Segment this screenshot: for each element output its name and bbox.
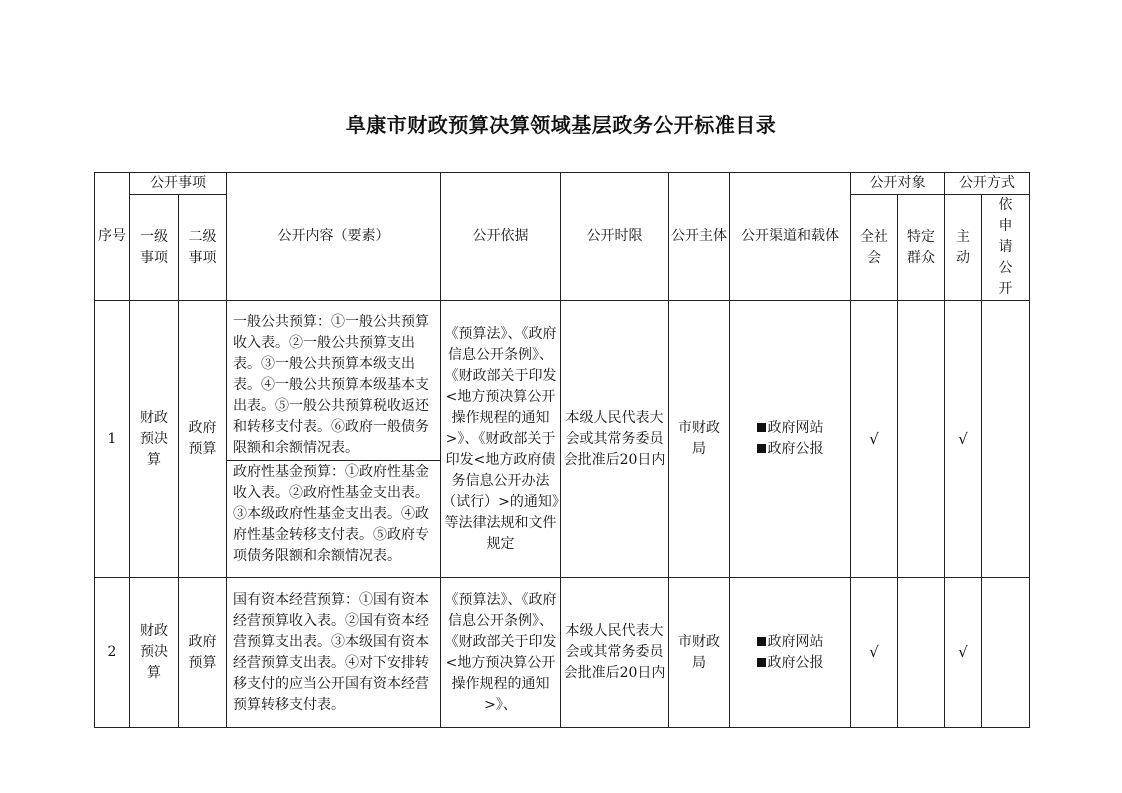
header-level1: 一级事项 (130, 195, 179, 301)
header-method-group: 公开方式 (945, 173, 1030, 195)
header-basis: 公开依据 (441, 173, 561, 301)
header-target-specific: 特定群众 (898, 195, 945, 301)
page-title: 阜康市财政预算决算领域基层政务公开标准目录 (345, 113, 777, 137)
channel-item: 政府公报 (730, 653, 850, 674)
row-basis: 《预算法》、《政府信息公开条例》、《财政部关于印发<地方预决算公开操作规程的通知>》、 (441, 578, 561, 728)
row-target-specific (898, 301, 945, 578)
row-target-specific (898, 578, 945, 728)
channel-item: 政府网站 (730, 632, 850, 653)
row-seq: 1 (95, 301, 130, 578)
row-level1: 财政预决算 (130, 301, 179, 578)
content-part: 国有资本经营预算：①国有资本经营预算收入表。②国有资本经营预算支出表。③本级国有资本经营预算支出表。④对下安排转移支付的应当公开国有资本经营预算转移支付表。 (233, 591, 429, 713)
row-basis: 《预算法》、《政府信息公开条例》、《财政部关于印发<地方预决算公开操作规程的通知>》、《财政部关于印发<地方政府债务信息公开办法（试行）>的通知》等法律法规和文件规定 (441, 301, 561, 578)
row-level2: 政府预算 (179, 578, 227, 728)
table-row (95, 301, 1030, 578)
row-method-apply (982, 578, 1030, 728)
header-level2: 二级事项 (179, 195, 227, 301)
row-target-all: √ (851, 578, 898, 728)
row-time-limit: 本级人民代表大会或其常务委员会批准后20日内 (561, 578, 669, 728)
row-channel (730, 301, 851, 578)
row-target-all: √ (851, 301, 898, 578)
content-part: 一般公共预算：①一般公共预算收入表。②一般公共预算支出表。③一般公共预算本级支出表。④一般公共预算本级基本支出表。⑤一般公共预算税收返还和转移支付表。⑥政府一般债务限额和余额情况表。 (233, 313, 429, 456)
channel-item: 政府公报 (730, 439, 850, 460)
row-method-active: √ (945, 301, 982, 578)
square-bullet-icon (757, 637, 766, 646)
square-bullet-icon (757, 423, 766, 432)
table-row (95, 578, 1030, 728)
channel-item: 政府网站 (730, 418, 850, 439)
row-level1: 财政预决算 (130, 578, 179, 728)
header-method-active: 主动 (945, 195, 982, 301)
square-bullet-icon (757, 444, 766, 453)
row-content (227, 578, 441, 728)
header-subject: 公开主体 (669, 173, 730, 301)
header-method-apply: 依申请公开 (982, 195, 1030, 301)
row-level2: 政府预算 (179, 301, 227, 578)
header-seq: 序号 (95, 173, 130, 301)
row-time-limit: 本级人民代表大会或其常务委员会批准后20日内 (561, 301, 669, 578)
header-channel: 公开渠道和载体 (730, 173, 851, 301)
row-method-apply (982, 301, 1030, 578)
header-items-group: 公开事项 (130, 173, 227, 195)
header-row-1 (95, 173, 1030, 195)
header-content: 公开内容（要素） (227, 173, 441, 301)
row-seq: 2 (95, 578, 130, 728)
header-time-limit: 公开时限 (561, 173, 669, 301)
content-part: 政府性基金预算：①政府性基金收入表。②政府性基金支出表。③本级政府性基金支出表。④政府性基金转移支付表。⑤政府专项债务限额和余额情况表。 (227, 460, 440, 568)
square-bullet-icon (757, 658, 766, 667)
row-method-active: √ (945, 578, 982, 728)
row-subject: 市财政局 (669, 301, 730, 578)
header-target-all: 全社会 (851, 195, 898, 301)
row-content (227, 301, 441, 578)
row-subject: 市财政局 (669, 578, 730, 728)
catalog-table (94, 172, 1030, 728)
header-target-group: 公开对象 (851, 173, 945, 195)
row-channel (730, 578, 851, 728)
